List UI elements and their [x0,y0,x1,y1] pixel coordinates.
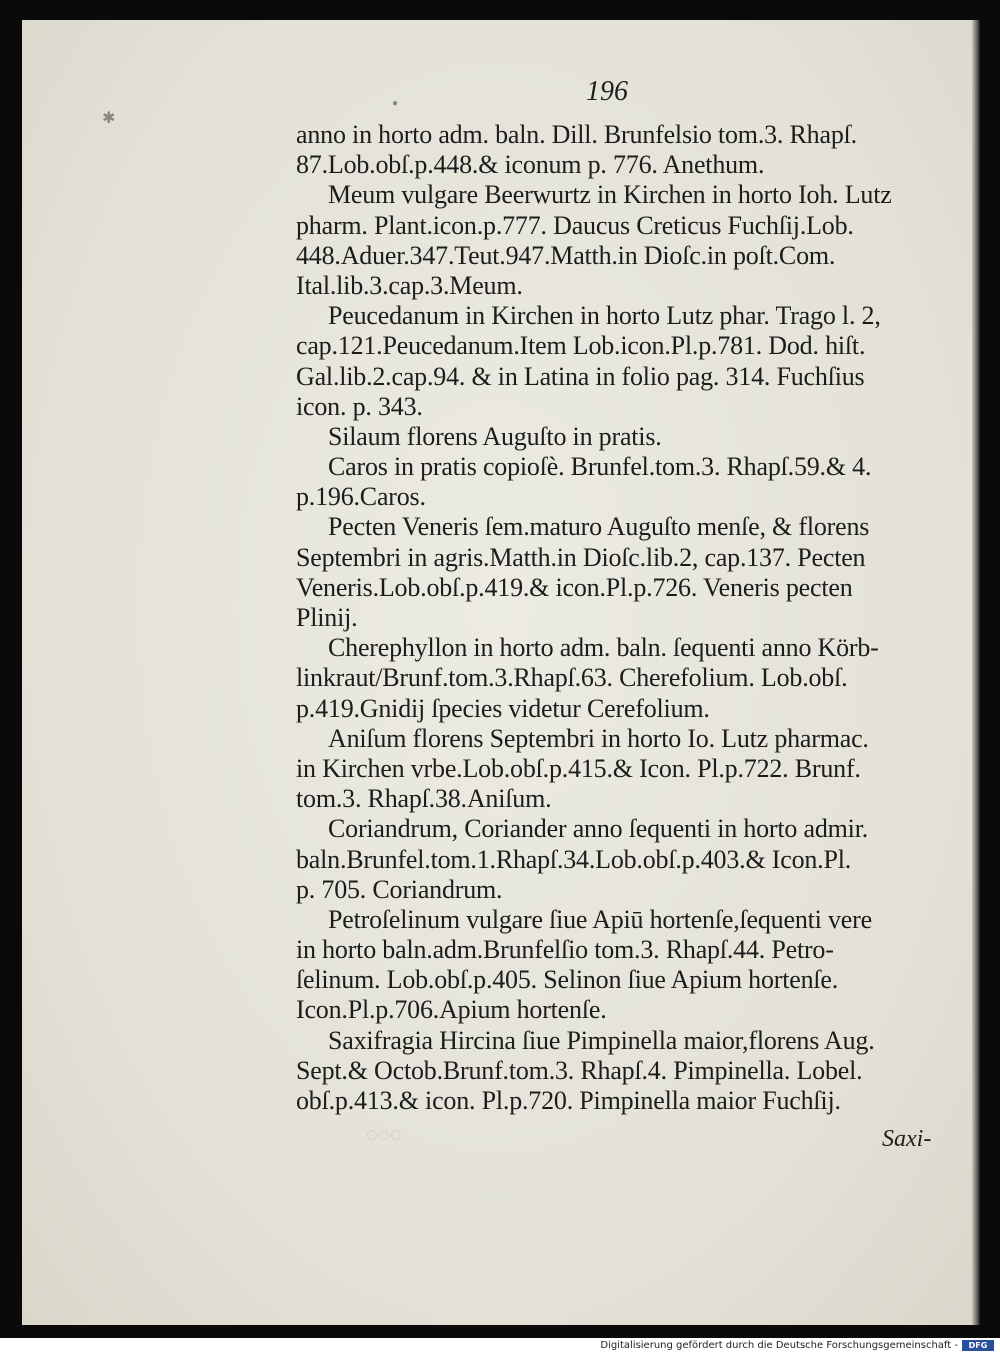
text-line: Meum vulgare Beerwurtz in Kirchen in horto Ioh. Lutz [328,180,892,210]
text-line: Coriandrum, Coriander anno ſequenti in horto admir. [328,814,869,844]
text-line: p.419.Gnidij ſpecies videtur Cerefolium. [296,693,710,723]
text-line: Gal.lib.2.cap.94. & in Latina in folio pag. 314. Fuchſius [296,361,865,391]
text-line: 87.Lob.obſ.p.448.& iconum p. 776. Anethum. [296,150,765,180]
text-line: linkraut/Brunf.tom.3.Rhapſ.63. Cherefolium. Lob.obſ. [296,663,848,693]
text-line: cap.121.Peucedanum.Item Lob.icon.Pl.p.781. Dod. hiſt. [296,331,866,361]
footer-bar [0,1338,1000,1353]
catchword: Saxi- [882,1126,932,1152]
text-line: Cherephyllon in horto adm. baln. ſequenti anno Körb- [328,633,879,663]
text-line: tom.3. Rhapſ.38.Aniſum. [296,784,552,814]
text-line: p. 705. Coriandrum. [296,874,503,904]
text-line: p.196.Caros. [296,482,426,512]
text-line: 448.Aduer.347.Teut.947.Matth.in Dioſc.in poſt.Com. [296,240,836,270]
paper-dot: ● [392,98,399,109]
text-line: Sept.& Octob.Brunf.tom.3. Rhapſ.4. Pimpinella. Lobel. [296,1055,863,1085]
text-line: ſelinum. Lob.obſ.p.405. Selinon ſiue Apium hortenſe. [296,965,839,995]
text-line: Plinij. [296,603,358,632]
text-line: Septembri in agris.Matth.in Dioſc.lib.2, cap.137. Pecten [296,542,866,572]
text-line: Veneris.Lob.obſ.p.419.& icon.Pl.p.726. Veneris pecten [296,572,853,602]
text-line: Pecten Veneris ſem.maturo Auguſto menſe, & florens [328,512,870,542]
text-line: Saxifragia Hircina ſiue Pimpinella maior,florens Aug. [328,1025,875,1055]
text-line: Ital.lib.3.cap.3.Meum. [296,270,523,300]
text-line: anno in horto adm. baln. Dill. Brunfelsio tom.3. Rhapſ. [296,120,857,149]
text-line: Caros in pratis copioſè. Brunfel.tom.3. Rhapſ.59.& 4. [328,452,872,482]
page-body [296,120,946,1116]
funding-credit: Digitalisierung gefördert durch die Deutsche Forschungsgemeinschaft - [600,1340,958,1351]
text-line: Petroſelinum vulgare ſiue Apiū hortenſe,ſequenti vere [328,904,872,934]
dfg-logo[interactable]: DFG [962,1340,994,1351]
paper-blemish: ✱ [102,110,116,127]
text-line: obſ.p.413.& icon. Pl.p.720. Pimpinella maior Fuchſij. [296,1086,841,1115]
text-line: icon. p. 343. [296,391,423,421]
text-line: Aniſum florens Septembri in horto Io. Lutz pharmac. [328,723,869,753]
text-line: Peucedanum in Kirchen in horto Lutz phar. Trago l. 2, [328,301,881,331]
page-edge [972,20,980,1325]
text-line: Silaum florens Auguſto in pratis. [328,421,662,451]
text-line: pharm. Plant.icon.p.777. Daucus Creticus Fuchſij.Lob. [296,210,854,240]
text-line: Icon.Pl.p.706.Apium hortenſe. [296,995,607,1025]
text-line: baln.Brunfel.tom.1.Rhapſ.34.Lob.obſ.p.403.& Icon.Pl. [296,844,852,874]
page-number: 196 [586,76,628,107]
text-line: in Kirchen vrbe.Lob.obſ.p.415.& Icon. Pl.p.722. Brunf. [296,753,861,783]
ink-smudge: ◌◌◌ [366,1124,402,1146]
text-line: in horto baln.adm.Brunfelſio tom.3. Rhapſ.44. Petro- [296,935,834,965]
